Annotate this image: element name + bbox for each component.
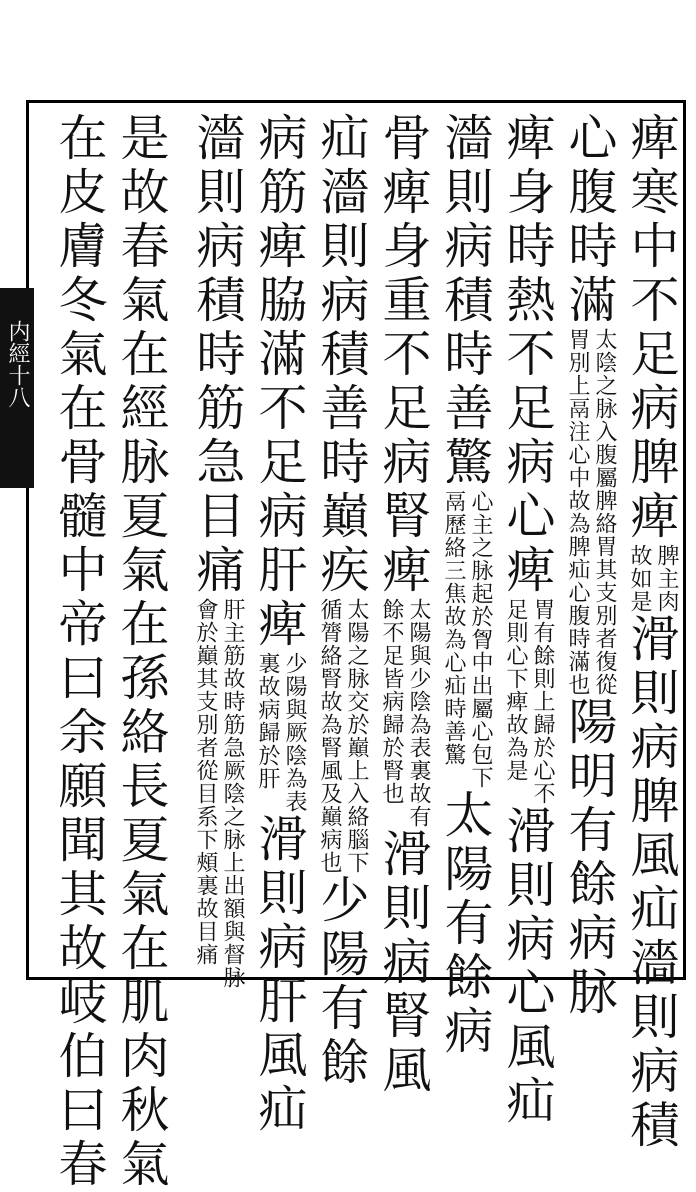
text-column-2 (560, 112, 618, 1020)
column-main-text: 是故春氣在經脉夏氣在孫絡長夏氣在肌肉秋氣 (113, 112, 170, 1192)
column-rest-text: 滑則病脾風疝濇則病積 (623, 613, 680, 1153)
column-main-text: 在皮膚冬氣在骨髓中帝曰余願聞其故岐伯曰春 (51, 112, 108, 1192)
text-column-7 (250, 112, 308, 1137)
column-main-text: 疝濇則病積善時巔疾 (313, 112, 370, 598)
column-note: 太陽之脉交於巔上入絡腦下 循膂絡腎故為腎風及巔病也 (317, 598, 369, 874)
frame-top-rule (26, 100, 686, 103)
text-column-9 (112, 112, 170, 1192)
text-column-1 (622, 112, 680, 1153)
frame-right-rule (683, 100, 686, 980)
frame-left-rule (26, 100, 29, 980)
text-column-5 (374, 112, 432, 1098)
column-main-text: 濇則病積時善驚 (437, 112, 494, 490)
column-note: 太陽與少陰為表裏故有 餘不足皆病歸於腎也 (379, 598, 431, 828)
column-note: 脾主肉 故如是 (627, 544, 679, 613)
text-column-4 (436, 112, 494, 1059)
column-note: 少陽與厥陰為表 裏故病歸於肝 (255, 652, 307, 813)
column-rest-text: 陽明有餘病脉 (561, 696, 618, 1020)
column-rest-text: 滑則病腎風 (375, 828, 432, 1098)
column-main-text: 心腹時滿 (561, 112, 618, 328)
margin-tab-label: 内經十八 (5, 320, 30, 408)
column-note: 心主之脉起於胷中出屬心包下 鬲歷絡三焦故為心疝時善驚 (441, 490, 493, 789)
text-column-10 (50, 112, 108, 1192)
column-main-text: 濇則病積時筋急目痛 (189, 112, 246, 598)
column-rest-text: 滑則病肝風疝 (251, 813, 308, 1137)
column-rest-text: 太陽有餘病 (437, 789, 494, 1059)
column-note: 胃有餘則上歸於心不 足則心下痺故為是 (503, 598, 555, 805)
column-main-text: 痺身時熱不足病心痺 (499, 112, 556, 598)
column-note: 肝主筋故時筋急厥陰之脉上出額與督脉 會於巔其支別者從目系下頰裏故目痛 (193, 598, 245, 989)
column-note: 太陰之脉入腹屬脾絡胃其支別者復從 胃別上鬲注心中故為脾疝心腹時滿也 (565, 328, 617, 696)
column-rest-text: 少陽有餘 (313, 874, 370, 1090)
column-rest-text: 滑則病心風疝 (499, 805, 556, 1129)
column-main-text: 痺寒中不足病脾痺 (623, 112, 680, 544)
column-main-text: 病筋痺脇滿不足病肝痺 (251, 112, 308, 652)
text-column-6 (312, 112, 370, 1090)
column-main-text: 骨痺身重不足病腎痺 (375, 112, 432, 598)
text-column-8 (188, 112, 246, 989)
text-column-3 (498, 112, 556, 1129)
